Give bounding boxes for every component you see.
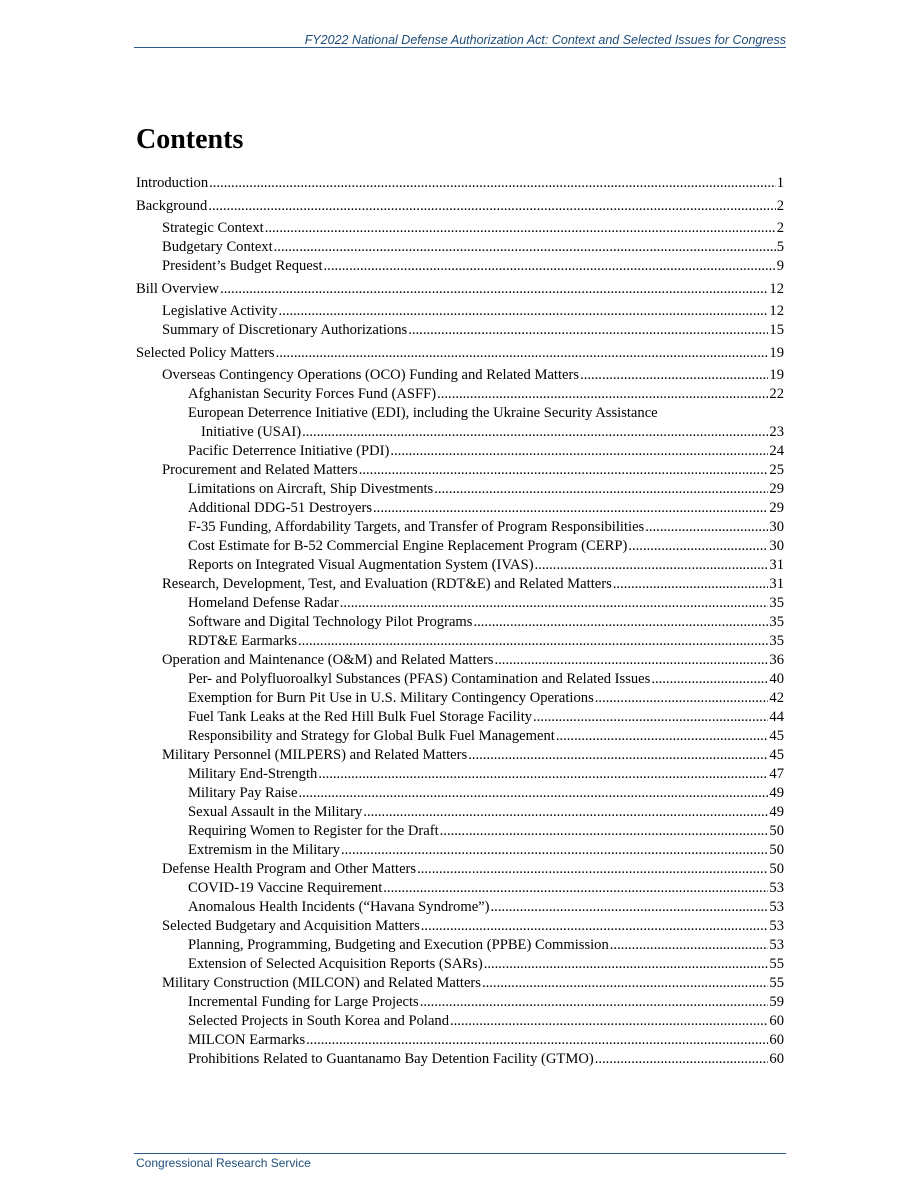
toc-entry-title: Per- and Polyfluoroalkyl Substances (PFAS) Contamination and Related Issues xyxy=(188,671,651,687)
toc-page-number: 53 xyxy=(769,899,784,915)
toc-entry[interactable] xyxy=(136,344,784,363)
toc-entry[interactable] xyxy=(136,955,784,974)
toc-page-number: 53 xyxy=(769,918,784,934)
dot-leader xyxy=(450,1012,768,1031)
toc-page-number: 50 xyxy=(769,861,784,877)
dot-leader xyxy=(595,689,769,708)
header-rule xyxy=(134,47,786,48)
toc-page-number: 2 xyxy=(776,220,784,236)
toc-entry-title: Reports on Integrated Visual Augmentation System (IVAS) xyxy=(188,557,534,573)
toc-entry-title: Background xyxy=(136,197,208,214)
toc-entry[interactable] xyxy=(136,442,784,461)
toc-page-number: 55 xyxy=(769,956,784,972)
toc-entry-title: Sexual Assault in the Military xyxy=(188,804,363,820)
toc-page-number: 44 xyxy=(769,709,784,725)
toc-entry-title: Strategic Context xyxy=(162,220,264,236)
toc-entry-title: Selected Projects in South Korea and Poland xyxy=(188,1013,450,1029)
toc-entry-title: Selected Policy Matters xyxy=(136,344,275,361)
toc-entry[interactable] xyxy=(136,575,784,594)
toc-page-number: 40 xyxy=(769,671,784,687)
toc-entry-title: Overseas Contingency Operations (OCO) Funding and Related Matters xyxy=(162,367,580,383)
dot-leader xyxy=(208,197,775,216)
dot-leader xyxy=(491,898,769,917)
dot-leader xyxy=(220,280,768,299)
toc-page-number: 60 xyxy=(769,1013,784,1029)
toc-page-number: 29 xyxy=(769,500,784,516)
toc-page-number: 5 xyxy=(776,239,784,255)
toc-entry-title: European Deterrence Initiative (EDI), including the Ukraine Security Assistance xyxy=(188,405,658,421)
toc-page-number: 19 xyxy=(769,367,784,383)
dot-leader xyxy=(298,632,768,651)
dot-leader xyxy=(302,423,768,442)
toc-entry[interactable] xyxy=(136,917,784,936)
dot-leader xyxy=(209,174,776,193)
dot-leader xyxy=(341,841,768,860)
dot-leader xyxy=(628,537,768,556)
toc-entry-title: Budgetary Context xyxy=(162,239,273,255)
toc-page-number: 30 xyxy=(769,538,784,554)
toc-entry[interactable] xyxy=(136,257,784,276)
toc-entry-title: Responsibility and Strategy for Global Bulk Fuel Management xyxy=(188,728,555,744)
dot-leader xyxy=(306,1031,768,1050)
toc-entry-title: Incremental Funding for Large Projects xyxy=(188,994,419,1010)
toc-entry[interactable] xyxy=(136,670,784,689)
toc-entry[interactable] xyxy=(136,651,784,670)
toc-entry[interactable] xyxy=(136,302,784,321)
toc-entry[interactable] xyxy=(136,280,784,299)
toc-page-number: 12 xyxy=(769,280,784,297)
dot-leader xyxy=(533,708,768,727)
toc-page-number: 42 xyxy=(769,690,784,706)
toc-entry[interactable] xyxy=(136,1012,784,1031)
dot-leader xyxy=(318,765,768,784)
toc-entry[interactable] xyxy=(136,708,784,727)
toc-entry-title: Afghanistan Security Forces Fund (ASFF) xyxy=(188,386,437,402)
footer-text: Congressional Research Service xyxy=(136,1156,311,1170)
toc-entry-title: Software and Digital Technology Pilot Programs xyxy=(188,614,473,630)
toc-page-number: 9 xyxy=(776,258,784,274)
toc-page-number: 45 xyxy=(769,747,784,763)
dot-leader xyxy=(265,219,776,238)
toc-entry[interactable] xyxy=(136,746,784,765)
toc-entry[interactable] xyxy=(136,366,784,385)
toc-entry-title: Military End-Strength xyxy=(188,766,318,782)
toc-page-number: 49 xyxy=(769,804,784,820)
dot-leader xyxy=(434,480,768,499)
toc-entry[interactable] xyxy=(136,518,784,537)
toc-entry-title-continuation: Initiative (USAI) xyxy=(201,424,302,440)
contents-heading: Contents xyxy=(136,124,244,155)
toc-page-number: 1 xyxy=(776,175,784,191)
toc-entry[interactable] xyxy=(136,499,784,518)
toc-page-number: 53 xyxy=(769,880,784,896)
dot-leader xyxy=(340,594,769,613)
toc-entry-title: Military Pay Raise xyxy=(188,785,298,801)
toc-entry[interactable] xyxy=(136,1031,784,1050)
running-header: FY2022 National Defense Authorization Act: Context and Selected Issues for Congress xyxy=(304,33,786,47)
dot-leader xyxy=(651,670,768,689)
toc-entry[interactable] xyxy=(136,974,784,993)
dot-leader xyxy=(437,385,768,404)
dot-leader xyxy=(645,518,768,537)
toc-entry[interactable] xyxy=(136,613,784,632)
toc-entry-title: Bill Overview xyxy=(136,280,220,297)
toc-entry[interactable] xyxy=(136,822,784,841)
toc-page-number: 36 xyxy=(769,652,784,668)
toc-entry-title: Pacific Deterrence Initiative (PDI) xyxy=(188,443,390,459)
dot-leader xyxy=(363,803,768,822)
dot-leader xyxy=(324,257,776,276)
dot-leader xyxy=(373,499,768,518)
toc-entry-title: President’s Budget Request xyxy=(162,258,323,274)
toc-entry-title: Military Personnel (MILPERS) and Related Matters xyxy=(162,747,468,763)
dot-leader xyxy=(440,822,769,841)
dot-leader xyxy=(279,302,769,321)
toc-page-number: 47 xyxy=(769,766,784,782)
toc-page-number: 22 xyxy=(769,386,784,402)
toc-entry[interactable] xyxy=(136,385,784,404)
dot-leader xyxy=(473,613,768,632)
dot-leader xyxy=(556,727,769,746)
toc-entry-title: Requiring Women to Register for the Draft xyxy=(188,823,439,839)
toc-page-number: 60 xyxy=(769,1032,784,1048)
dot-leader xyxy=(390,442,768,461)
toc-entry[interactable] xyxy=(136,765,784,784)
toc-entry[interactable] xyxy=(136,404,784,442)
toc-entry[interactable] xyxy=(136,1050,784,1069)
toc-entry[interactable] xyxy=(136,238,784,257)
toc-entry-title: Operation and Maintenance (O&M) and Related Matters xyxy=(162,652,494,668)
toc-entry[interactable] xyxy=(136,537,784,556)
dot-leader xyxy=(421,917,769,936)
dot-leader xyxy=(359,461,769,480)
dot-leader xyxy=(595,1050,769,1069)
toc-entry-title: Cost Estimate for B-52 Commercial Engine Replacement Program (CERP) xyxy=(188,538,628,554)
toc-page-number: 23 xyxy=(769,424,784,440)
toc-entry[interactable] xyxy=(136,803,784,822)
toc-entry-title: Extension of Selected Acquisition Reports (SARs) xyxy=(188,956,483,972)
toc-entry-title: Research, Development, Test, and Evaluation (RDT&E) and Related Matters xyxy=(162,576,612,592)
toc-page-number: 45 xyxy=(769,728,784,744)
toc-entry-title: Anomalous Health Incidents (“Havana Syndrome”) xyxy=(188,899,490,915)
toc-entry-title: RDT&E Earmarks xyxy=(188,633,298,649)
toc-entry-title: Procurement and Related Matters xyxy=(162,462,358,478)
toc-page-number: 35 xyxy=(769,614,784,630)
toc-page-number: 49 xyxy=(769,785,784,801)
dot-leader xyxy=(482,974,768,993)
toc-page-number: 35 xyxy=(769,633,784,649)
toc-entry-title: MILCON Earmarks xyxy=(188,1032,306,1048)
toc-entry[interactable] xyxy=(136,936,784,955)
footer-rule xyxy=(134,1153,786,1154)
toc-entry[interactable] xyxy=(136,879,784,898)
dot-leader xyxy=(484,955,769,974)
toc-page-number: 15 xyxy=(769,322,784,338)
dot-leader xyxy=(276,344,769,363)
toc-entry-title: Planning, Programming, Budgeting and Execution (PPBE) Commission xyxy=(188,937,609,953)
toc-entry-title: F-35 Funding, Affordability Targets, and Transfer of Program Responsibilities xyxy=(188,519,645,535)
dot-leader xyxy=(535,556,769,575)
dot-leader xyxy=(298,784,768,803)
toc-entry[interactable] xyxy=(136,197,784,216)
toc-page-number: 50 xyxy=(769,842,784,858)
toc-page-number: 59 xyxy=(769,994,784,1010)
toc-page-number: 31 xyxy=(769,557,784,573)
toc-page-number: 35 xyxy=(769,595,784,611)
toc-entry[interactable] xyxy=(136,841,784,860)
toc-page-number: 12 xyxy=(769,303,784,319)
toc-entry-title: Defense Health Program and Other Matters xyxy=(162,861,417,877)
dot-leader xyxy=(408,321,768,340)
toc-entry[interactable] xyxy=(136,461,784,480)
toc-entry[interactable] xyxy=(136,860,784,879)
toc-page-number: 29 xyxy=(769,481,784,497)
dot-leader xyxy=(495,651,769,670)
dot-leader xyxy=(383,879,768,898)
toc-entry-title: Legislative Activity xyxy=(162,303,278,319)
toc-entry-title: Extremism in the Military xyxy=(188,842,340,858)
toc-page-number: 24 xyxy=(769,443,784,459)
dot-leader xyxy=(417,860,768,879)
table-of-contents xyxy=(136,174,784,1069)
dot-leader xyxy=(613,575,769,594)
toc-entry[interactable] xyxy=(136,480,784,499)
toc-entry-title: Introduction xyxy=(136,175,209,191)
toc-entry-title: Selected Budgetary and Acquisition Matters xyxy=(162,918,420,934)
toc-entry[interactable] xyxy=(136,219,784,238)
toc-entry-title: Summary of Discretionary Authorizations xyxy=(162,322,408,338)
toc-entry[interactable] xyxy=(136,594,784,613)
toc-page-number: 19 xyxy=(769,344,784,361)
toc-page-number: 31 xyxy=(769,576,784,592)
toc-entry[interactable] xyxy=(136,632,784,651)
dot-leader xyxy=(274,238,776,257)
toc-entry-title: Military Construction (MILCON) and Related Matters xyxy=(162,975,481,991)
toc-page-number: 60 xyxy=(769,1051,784,1067)
dot-leader xyxy=(610,936,769,955)
toc-entry[interactable] xyxy=(136,784,784,803)
toc-page-number: 55 xyxy=(769,975,784,991)
dot-leader xyxy=(420,993,769,1012)
toc-entry-title: Additional DDG-51 Destroyers xyxy=(188,500,373,516)
toc-entry-title: Homeland Defense Radar xyxy=(188,595,339,611)
dot-leader xyxy=(580,366,768,385)
toc-entry[interactable] xyxy=(136,993,784,1012)
toc-page-number: 50 xyxy=(769,823,784,839)
toc-entry-title: Exemption for Burn Pit Use in U.S. Military Contingency Operations xyxy=(188,690,594,706)
toc-page-number: 53 xyxy=(769,937,784,953)
toc-page-number: 2 xyxy=(776,197,784,214)
toc-entry-title: Limitations on Aircraft, Ship Divestments xyxy=(188,481,434,497)
toc-entry-title: Fuel Tank Leaks at the Red Hill Bulk Fuel Storage Facility xyxy=(188,709,533,725)
toc-entry[interactable] xyxy=(136,174,784,193)
toc-entry[interactable] xyxy=(136,898,784,917)
dot-leader xyxy=(468,746,768,765)
toc-page-number: 25 xyxy=(769,462,784,478)
toc-page-number: 30 xyxy=(769,519,784,535)
toc-entry[interactable] xyxy=(136,727,784,746)
toc-entry-title: Prohibitions Related to Guantanamo Bay Detention Facility (GTMO) xyxy=(188,1051,594,1067)
toc-entry[interactable] xyxy=(136,321,784,340)
toc-entry[interactable] xyxy=(136,689,784,708)
toc-entry-title: COVID-19 Vaccine Requirement xyxy=(188,880,383,896)
toc-entry[interactable] xyxy=(136,556,784,575)
